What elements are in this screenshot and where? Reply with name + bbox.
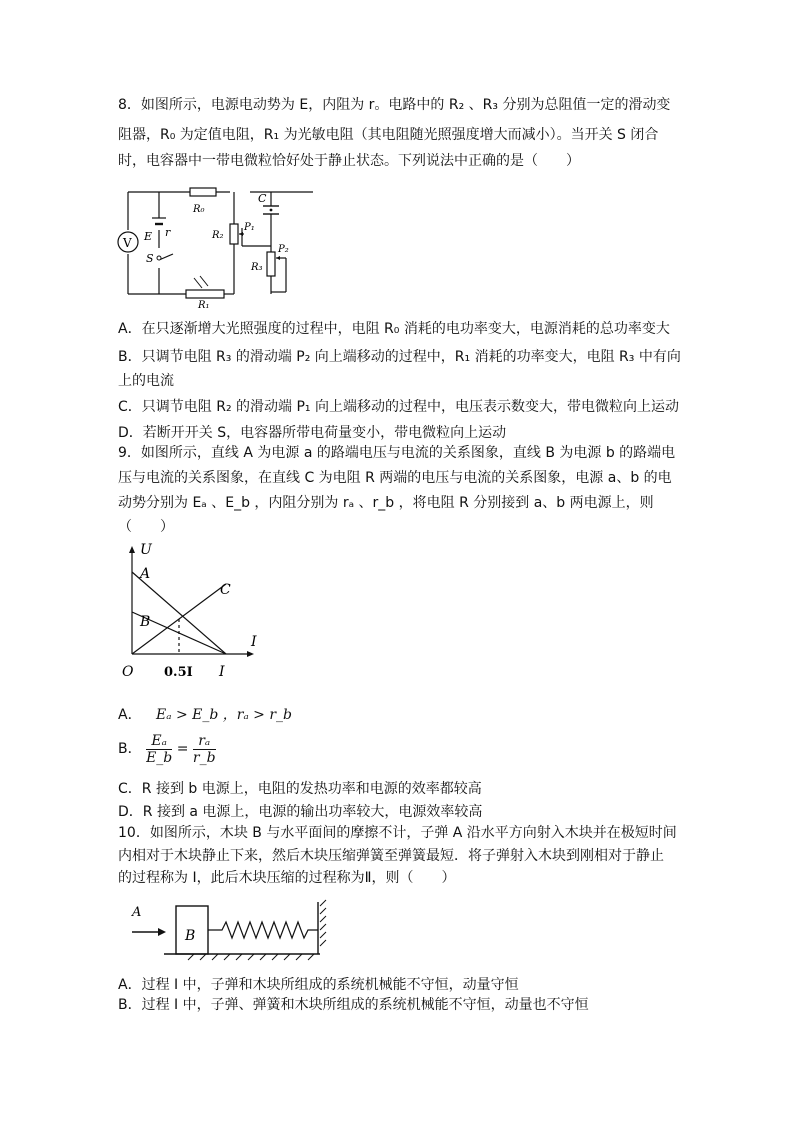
q9-option-b-prefix: B． xyxy=(118,741,142,757)
q9-line-2: 压与电流的关系图象，在直线 C 为电阻 R 两端的电压与电流的关系图象，电源 a、b 的电 xyxy=(118,470,672,486)
p2-label: P₂ xyxy=(278,244,289,255)
q9-frac-e-den: E_b xyxy=(146,749,173,766)
r3-label: R₃ xyxy=(251,262,263,273)
q8-line-1: 8．如图所示，电源电动势为 E，内阻为 r。电路中的 R₂ 、R₃ 分别为总阻值一定的滑动变 xyxy=(118,97,671,113)
r0-label: R₀ xyxy=(193,204,205,215)
line-a-label: A xyxy=(140,566,151,582)
line-b-label: B xyxy=(140,614,151,630)
u-axis-label: U xyxy=(140,542,152,558)
q8-option-d: D．若断开开关 S，电容器所带电荷量变小，带电微粒向上运动 xyxy=(118,425,507,441)
capacitor-label: C xyxy=(258,192,267,205)
q9-option-b xyxy=(118,732,216,766)
q9-option-b-frac-e xyxy=(146,733,172,766)
q9-line-1: 9．如图所示，直线 A 为电源 a 的路端电压与电流的关系图象，直线 B 为电源 b 的路端电 xyxy=(118,445,676,461)
q10-line-2: 内相对于木块静止下来，然后木块压缩弹簧至弹簧最短．将子弹射入木块到刚相对于静止 xyxy=(118,848,664,864)
q9-option-c: C．R 接到 b 电源上，电阻的发热功率和电源的效率都较高 xyxy=(118,781,482,797)
tick-half-label: 0.5I xyxy=(164,665,193,680)
i-axis-label: I xyxy=(251,634,257,650)
q9-ui-graph xyxy=(118,540,268,684)
switch-label: S xyxy=(146,252,154,265)
q10-line-3: 的过程称为 I，此后木块压缩的过程称为Ⅱ，则（ ） xyxy=(118,870,456,886)
q8-option-c: C．只调节电阻 R₂ 的滑动端 P₁ 向上端移动的过程中，电压表示数变大，带电微粒向上运动 xyxy=(118,399,679,415)
q8-circuit-diagram xyxy=(118,184,304,311)
p1-label: P₁ xyxy=(244,222,255,233)
q9-option-d: D．R 接到 a 电源上，电源的输出功率较大，电源效率较高 xyxy=(118,804,483,820)
q10-option-b: B．过程 I 中，子弹、弹簧和木块所组成的系统机械能不守恒，动量也不守恒 xyxy=(118,997,589,1013)
origin-label: O xyxy=(122,664,134,680)
q8-option-b-cont: 上的电流 xyxy=(118,373,174,389)
q8-option-b: B．只调节电阻 R₃ 的滑动端 P₂ 向上端移动的过程中，R₁ 消耗的功率变大，电阻 R₃ 中有向 xyxy=(118,349,681,365)
q10-option-a: A．过程 I 中，子弹和木块所组成的系统机械能不守恒，动量守恒 xyxy=(118,977,519,993)
q10-line-1: 10．如图所示，木块 B 与水平面间的摩擦不计，子弹 A 沿水平方向射入木块并在极短时间 xyxy=(118,825,677,841)
q10-spring-block-diagram xyxy=(128,898,328,960)
line-c-label: C xyxy=(220,582,231,598)
q9-option-b-frac-r xyxy=(193,733,216,766)
emf-label: E xyxy=(144,230,153,243)
bullet-label: A xyxy=(132,905,142,920)
q9-frac-r-den: r_b xyxy=(192,749,216,766)
r1-label: R₁ xyxy=(198,300,210,311)
q8-line-3: 时，电容器中一带电微粒恰好处于静止状态。下列说法中正确的是（ ） xyxy=(118,153,580,169)
q9-option-a xyxy=(118,706,292,724)
q9-line-3: 动势分别为 Eₐ 、E_b ，内阻分别为 rₐ 、r_b ，将电阻 R 分别接到 a、b 两电源上，则 xyxy=(118,495,654,511)
internal-r-label: r xyxy=(165,226,171,239)
q9-line-4: （ ） xyxy=(118,519,174,535)
voltmeter-label: V xyxy=(123,236,132,250)
r2-label: R₂ xyxy=(212,230,224,241)
q9-option-b-eq: = xyxy=(176,741,189,757)
block-label: B xyxy=(185,928,196,944)
q9-frac-e-num: Eₐ xyxy=(146,733,172,750)
q9-option-a-text: Eₐ > E_b ，rₐ > r_b xyxy=(156,707,293,723)
q8-option-a: A．在只逐渐增大光照强度的过程中，电阻 R₀ 消耗的电功率变大，电源消耗的总功率变大 xyxy=(118,321,670,337)
q9-option-a-prefix: A． xyxy=(118,707,142,723)
q9-frac-r-num: rₐ xyxy=(193,733,216,750)
tick-full-label: I xyxy=(219,664,225,680)
q8-line-2: 阻器，R₀ 为定值电阻，R₁ 为光敏电阻（其电阻随光照强度增大而减小）。当开关 S 闭合 xyxy=(118,127,659,143)
